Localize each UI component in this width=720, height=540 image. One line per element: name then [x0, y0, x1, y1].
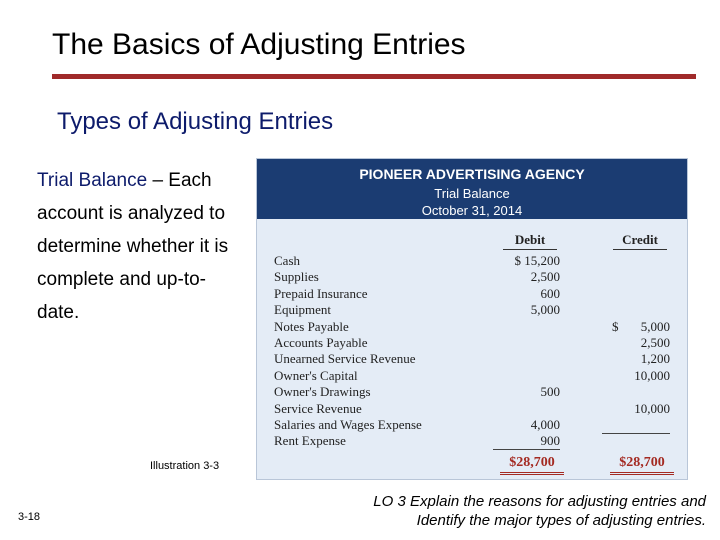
debit-amount: 600: [540, 285, 560, 301]
total-credit: $28,700: [610, 455, 674, 475]
table-row: [257, 401, 687, 417]
debit-amount: 4,000: [530, 416, 560, 432]
title-divider: [52, 74, 696, 79]
account-name: Service Revenue: [274, 400, 362, 416]
learning-objective-line-1: LO 3 Explain the reasons for adjusting entries and: [373, 493, 706, 510]
credit-amount: 10,000: [634, 367, 670, 383]
debit-amount: 2,500: [530, 269, 560, 285]
credit-column-header: Credit: [613, 232, 667, 250]
credit-amount: [602, 433, 670, 434]
account-name: Equipment: [274, 302, 332, 318]
table-row: [257, 417, 687, 433]
trial-balance-table: [256, 158, 688, 480]
company-name: PIONEER ADVERTISING AGENCY: [359, 166, 585, 182]
slide-subtitle: Types of Adjusting Entries: [57, 108, 334, 135]
debit-amount: 5,000: [530, 302, 560, 318]
account-name: Salaries and Wages Expense: [274, 416, 422, 432]
report-date: October 31, 2014: [421, 203, 523, 218]
account-name: Prepaid Insurance: [274, 285, 368, 301]
table-row: [257, 351, 687, 367]
account-name: Unearned Service Revenue: [274, 351, 416, 367]
page-number: 3-18: [18, 511, 41, 523]
table-row: [257, 384, 687, 400]
credit-dollar-sign: $: [612, 318, 619, 334]
table-row: [257, 368, 687, 384]
slide-title: The Basics of Adjusting Entries: [52, 28, 466, 61]
body-description: – Each account is analyzed to determine whether it is complete and up-to-date.: [37, 170, 229, 323]
account-rows: [257, 253, 687, 450]
credit-amount: 5,000: [640, 318, 670, 334]
credit-amount: 2,500: [640, 334, 670, 350]
account-name: Owner's Drawings: [274, 384, 371, 400]
account-name: Rent Expense: [274, 433, 346, 449]
credit-amount: 10,000: [634, 400, 670, 416]
credit-cell: [602, 319, 670, 335]
account-name: Notes Payable: [274, 318, 349, 334]
debit-amount: 500: [540, 384, 560, 400]
debit-column-header: Debit: [503, 232, 557, 250]
total-debit: $28,700: [500, 455, 564, 475]
trial-balance-header: [257, 159, 687, 219]
illustration-label: Illustration 3-3: [150, 460, 220, 472]
table-row: [257, 335, 687, 351]
totals-row: [257, 455, 687, 475]
account-name: Cash: [274, 253, 300, 268]
table-row: [257, 286, 687, 302]
learning-objective: [286, 492, 706, 530]
account-name: Supplies: [274, 269, 319, 285]
credit-amount: 1,200: [640, 351, 670, 367]
account-name: Accounts Payable: [274, 334, 368, 350]
table-row: [257, 253, 687, 269]
table-row: [257, 319, 687, 335]
table-row: [257, 269, 687, 285]
body-term: Trial Balance: [37, 170, 148, 191]
body-paragraph: [37, 164, 242, 329]
debit-amount: 900: [493, 433, 560, 450]
account-name: Owner's Capital: [274, 367, 358, 383]
debit-amount: $ 15,200: [514, 253, 560, 268]
report-name: Trial Balance: [434, 186, 510, 201]
table-row: [257, 433, 687, 449]
learning-objective-line-2: Identify the major types of adjusting entries.: [416, 512, 706, 529]
table-row: [257, 302, 687, 318]
